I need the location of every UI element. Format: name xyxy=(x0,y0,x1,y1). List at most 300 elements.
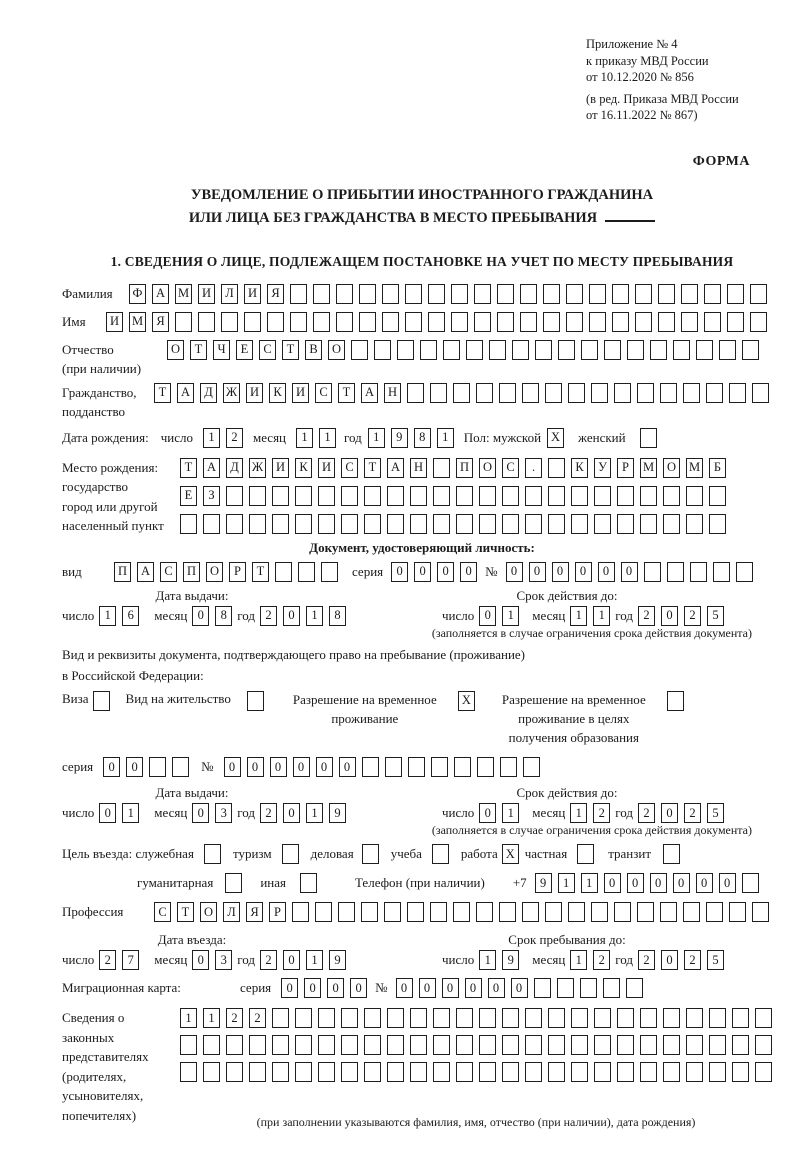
char-box[interactable] xyxy=(474,312,491,332)
char-box[interactable]: М xyxy=(129,312,146,332)
char-box[interactable] xyxy=(545,383,562,403)
char-box[interactable] xyxy=(387,514,404,534)
char-box[interactable] xyxy=(742,873,759,893)
char-box[interactable]: 1 xyxy=(558,873,575,893)
char-box[interactable]: И xyxy=(246,383,263,403)
char-box[interactable]: 2 xyxy=(684,803,701,823)
char-box[interactable]: Я xyxy=(152,312,169,332)
char-box[interactable] xyxy=(382,284,399,304)
char-box[interactable]: З xyxy=(203,486,220,506)
checkbox-work[interactable]: X xyxy=(502,844,519,864)
char-box[interactable] xyxy=(525,1062,542,1082)
char-box[interactable] xyxy=(558,340,575,360)
char-box[interactable] xyxy=(364,1035,381,1055)
char-box[interactable]: 6 xyxy=(122,606,139,626)
char-box[interactable]: 0 xyxy=(604,873,621,893)
char-box[interactable]: 0 xyxy=(283,803,300,823)
entry-year-boxes[interactable] xyxy=(260,950,346,970)
char-box[interactable]: Е xyxy=(180,486,197,506)
char-box[interactable] xyxy=(397,340,414,360)
char-box[interactable]: 0 xyxy=(529,562,546,582)
char-box[interactable] xyxy=(704,284,721,304)
char-box[interactable] xyxy=(387,1062,404,1082)
char-box[interactable] xyxy=(617,514,634,534)
char-box[interactable] xyxy=(407,902,424,922)
char-box[interactable]: 0 xyxy=(283,606,300,626)
char-box[interactable]: К xyxy=(269,383,286,403)
char-box[interactable] xyxy=(548,514,565,534)
char-box[interactable] xyxy=(686,514,703,534)
char-box[interactable] xyxy=(736,562,753,582)
char-box[interactable] xyxy=(497,284,514,304)
char-box[interactable] xyxy=(755,1035,772,1055)
char-box[interactable] xyxy=(704,312,721,332)
permit-number-boxes[interactable] xyxy=(224,757,540,777)
char-box[interactable] xyxy=(690,562,707,582)
checkbox-other[interactable] xyxy=(300,873,317,893)
phone-boxes[interactable] xyxy=(535,873,759,893)
char-box[interactable]: 0 xyxy=(661,606,678,626)
char-box[interactable]: 0 xyxy=(339,757,356,777)
char-box[interactable] xyxy=(660,383,677,403)
char-box[interactable]: Б xyxy=(709,458,726,478)
representatives-boxes-1[interactable] xyxy=(180,1008,772,1028)
char-box[interactable] xyxy=(433,486,450,506)
char-box[interactable] xyxy=(364,486,381,506)
char-box[interactable]: 0 xyxy=(414,562,431,582)
char-box[interactable]: Р xyxy=(269,902,286,922)
stay-month-boxes[interactable] xyxy=(570,950,610,970)
char-box[interactable] xyxy=(244,312,261,332)
char-box[interactable]: Д xyxy=(200,383,217,403)
char-box[interactable]: 0 xyxy=(479,803,496,823)
char-box[interactable] xyxy=(696,340,713,360)
char-box[interactable] xyxy=(732,1008,749,1028)
char-box[interactable] xyxy=(604,340,621,360)
char-box[interactable] xyxy=(589,312,606,332)
char-box[interactable] xyxy=(180,1062,197,1082)
char-box[interactable] xyxy=(433,514,450,534)
char-box[interactable] xyxy=(502,1035,519,1055)
surname-boxes[interactable] xyxy=(129,284,767,304)
char-box[interactable] xyxy=(318,514,335,534)
char-box[interactable] xyxy=(433,1035,450,1055)
char-box[interactable] xyxy=(454,757,471,777)
char-box[interactable] xyxy=(548,1008,565,1028)
char-box[interactable]: 0 xyxy=(442,978,459,998)
char-box[interactable] xyxy=(175,312,192,332)
char-box[interactable] xyxy=(571,1008,588,1028)
char-box[interactable] xyxy=(545,902,562,922)
char-box[interactable] xyxy=(571,1062,588,1082)
char-box[interactable]: 0 xyxy=(99,803,116,823)
char-box[interactable] xyxy=(706,902,723,922)
char-box[interactable]: М xyxy=(640,458,657,478)
char-box[interactable] xyxy=(272,514,289,534)
char-box[interactable] xyxy=(198,312,215,332)
char-box[interactable] xyxy=(295,1062,312,1082)
char-box[interactable] xyxy=(410,1008,427,1028)
char-box[interactable] xyxy=(594,1035,611,1055)
char-box[interactable] xyxy=(364,514,381,534)
char-box[interactable] xyxy=(686,1062,703,1082)
doc-kind-boxes[interactable] xyxy=(114,562,338,582)
char-box[interactable]: 0 xyxy=(270,757,287,777)
char-box[interactable] xyxy=(591,383,608,403)
doc-valid-month-boxes[interactable] xyxy=(570,606,610,626)
char-box[interactable] xyxy=(385,757,402,777)
char-box[interactable]: 0 xyxy=(460,562,477,582)
char-box[interactable] xyxy=(298,562,315,582)
char-box[interactable]: 2 xyxy=(684,950,701,970)
char-box[interactable]: 1 xyxy=(180,1008,197,1028)
checkbox-business[interactable] xyxy=(362,844,379,864)
checkbox-private[interactable] xyxy=(577,844,594,864)
char-box[interactable] xyxy=(341,486,358,506)
char-box[interactable] xyxy=(428,284,445,304)
char-box[interactable] xyxy=(627,340,644,360)
char-box[interactable] xyxy=(571,1035,588,1055)
char-box[interactable] xyxy=(410,486,427,506)
char-box[interactable]: А xyxy=(152,284,169,304)
char-box[interactable] xyxy=(663,486,680,506)
char-box[interactable] xyxy=(614,902,631,922)
char-box[interactable]: П xyxy=(183,562,200,582)
char-box[interactable] xyxy=(203,1062,220,1082)
char-box[interactable]: С xyxy=(502,458,519,478)
char-box[interactable] xyxy=(336,284,353,304)
char-box[interactable]: . xyxy=(525,458,542,478)
doc-issue-day-boxes[interactable] xyxy=(99,606,139,626)
char-box[interactable]: 5 xyxy=(707,606,724,626)
char-box[interactable]: 1 xyxy=(319,428,336,448)
char-box[interactable] xyxy=(755,1008,772,1028)
char-box[interactable]: 0 xyxy=(719,873,736,893)
char-box[interactable]: 9 xyxy=(329,803,346,823)
char-box[interactable] xyxy=(499,902,516,922)
char-box[interactable] xyxy=(267,312,284,332)
char-box[interactable]: 0 xyxy=(103,757,120,777)
char-box[interactable]: И xyxy=(292,383,309,403)
char-box[interactable]: 1 xyxy=(581,873,598,893)
char-box[interactable] xyxy=(543,312,560,332)
char-box[interactable] xyxy=(272,1008,289,1028)
char-box[interactable] xyxy=(321,562,338,582)
char-box[interactable] xyxy=(295,1008,312,1028)
char-box[interactable] xyxy=(557,978,574,998)
char-box[interactable]: 0 xyxy=(126,757,143,777)
char-box[interactable] xyxy=(640,486,657,506)
char-box[interactable] xyxy=(709,514,726,534)
doc-valid-year-boxes[interactable] xyxy=(638,606,724,626)
char-box[interactable] xyxy=(364,1008,381,1028)
char-box[interactable]: Т xyxy=(177,902,194,922)
char-box[interactable]: 0 xyxy=(511,978,528,998)
checkbox-temp-permit[interactable]: X xyxy=(458,691,475,711)
char-box[interactable] xyxy=(663,1062,680,1082)
char-box[interactable] xyxy=(502,1008,519,1028)
char-box[interactable] xyxy=(568,902,585,922)
char-box[interactable] xyxy=(658,312,675,332)
char-box[interactable] xyxy=(591,902,608,922)
char-box[interactable] xyxy=(612,312,629,332)
char-box[interactable]: 1 xyxy=(502,606,519,626)
char-box[interactable]: Т xyxy=(282,340,299,360)
char-box[interactable]: Е xyxy=(236,340,253,360)
char-box[interactable]: А xyxy=(177,383,194,403)
char-box[interactable]: Н xyxy=(384,383,401,403)
char-box[interactable] xyxy=(663,1035,680,1055)
char-box[interactable] xyxy=(453,902,470,922)
char-box[interactable]: 0 xyxy=(650,873,667,893)
char-box[interactable] xyxy=(523,757,540,777)
char-box[interactable] xyxy=(249,486,266,506)
char-box[interactable] xyxy=(635,284,652,304)
char-box[interactable] xyxy=(361,902,378,922)
char-box[interactable] xyxy=(476,902,493,922)
char-box[interactable] xyxy=(543,284,560,304)
char-box[interactable]: О xyxy=(167,340,184,360)
char-box[interactable]: 0 xyxy=(479,606,496,626)
profession-boxes[interactable] xyxy=(154,902,769,922)
char-box[interactable]: Т xyxy=(364,458,381,478)
char-box[interactable] xyxy=(663,514,680,534)
char-box[interactable]: 1 xyxy=(570,606,587,626)
char-box[interactable]: 0 xyxy=(673,873,690,893)
char-box[interactable] xyxy=(617,1008,634,1028)
char-box[interactable]: 0 xyxy=(621,562,638,582)
char-box[interactable]: 0 xyxy=(661,950,678,970)
char-box[interactable] xyxy=(520,312,537,332)
char-box[interactable]: 2 xyxy=(99,950,116,970)
char-box[interactable]: 2 xyxy=(260,606,277,626)
char-box[interactable]: 1 xyxy=(306,950,323,970)
char-box[interactable] xyxy=(589,284,606,304)
char-box[interactable] xyxy=(732,1035,749,1055)
char-box[interactable] xyxy=(489,340,506,360)
char-box[interactable]: Д xyxy=(226,458,243,478)
char-box[interactable] xyxy=(667,562,684,582)
char-box[interactable] xyxy=(315,902,332,922)
char-box[interactable]: Ф xyxy=(129,284,146,304)
checkbox-tourism[interactable] xyxy=(282,844,299,864)
char-box[interactable]: 0 xyxy=(224,757,241,777)
char-box[interactable] xyxy=(719,340,736,360)
permit-valid-year-boxes[interactable] xyxy=(638,803,724,823)
char-box[interactable] xyxy=(581,340,598,360)
char-box[interactable]: Ж xyxy=(223,383,240,403)
checkbox-humanitarian[interactable] xyxy=(225,873,242,893)
char-box[interactable] xyxy=(456,1008,473,1028)
char-box[interactable] xyxy=(384,902,401,922)
char-box[interactable]: О xyxy=(328,340,345,360)
char-box[interactable]: 0 xyxy=(316,757,333,777)
char-box[interactable]: 0 xyxy=(661,803,678,823)
char-box[interactable]: 1 xyxy=(99,606,116,626)
char-box[interactable]: 1 xyxy=(570,950,587,970)
checkbox-sex-female[interactable] xyxy=(640,428,657,448)
char-box[interactable] xyxy=(456,514,473,534)
char-box[interactable]: 2 xyxy=(638,950,655,970)
char-box[interactable] xyxy=(338,902,355,922)
char-box[interactable] xyxy=(612,284,629,304)
birth-place-boxes-2[interactable] xyxy=(180,486,726,506)
doc-valid-day-boxes[interactable] xyxy=(479,606,519,626)
char-box[interactable]: С xyxy=(341,458,358,478)
char-box[interactable] xyxy=(313,284,330,304)
doc-series-boxes[interactable] xyxy=(391,562,477,582)
patronymic-boxes[interactable] xyxy=(167,340,759,360)
char-box[interactable]: О xyxy=(479,458,496,478)
char-box[interactable] xyxy=(382,312,399,332)
char-box[interactable] xyxy=(548,486,565,506)
char-box[interactable] xyxy=(594,1008,611,1028)
char-box[interactable] xyxy=(713,562,730,582)
char-box[interactable] xyxy=(706,383,723,403)
char-box[interactable] xyxy=(477,757,494,777)
char-box[interactable]: 1 xyxy=(502,803,519,823)
char-box[interactable] xyxy=(203,1035,220,1055)
char-box[interactable]: Р xyxy=(617,458,634,478)
char-box[interactable]: Р xyxy=(229,562,246,582)
char-box[interactable] xyxy=(640,1008,657,1028)
char-box[interactable] xyxy=(272,486,289,506)
char-box[interactable] xyxy=(318,1035,335,1055)
char-box[interactable] xyxy=(336,312,353,332)
char-box[interactable] xyxy=(571,514,588,534)
char-box[interactable] xyxy=(341,1008,358,1028)
char-box[interactable] xyxy=(750,312,767,332)
char-box[interactable]: С xyxy=(160,562,177,582)
char-box[interactable]: 0 xyxy=(281,978,298,998)
char-box[interactable] xyxy=(341,1062,358,1082)
char-box[interactable] xyxy=(502,1062,519,1082)
birth-place-boxes-1[interactable] xyxy=(180,458,726,478)
citizenship-boxes[interactable] xyxy=(154,383,769,403)
char-box[interactable]: 2 xyxy=(638,803,655,823)
char-box[interactable] xyxy=(295,1035,312,1055)
char-box[interactable] xyxy=(709,1008,726,1028)
char-box[interactable] xyxy=(410,514,427,534)
char-box[interactable] xyxy=(203,514,220,534)
char-box[interactable] xyxy=(226,1035,243,1055)
char-box[interactable] xyxy=(566,312,583,332)
char-box[interactable] xyxy=(635,312,652,332)
char-box[interactable] xyxy=(226,514,243,534)
char-box[interactable]: М xyxy=(686,458,703,478)
char-box[interactable] xyxy=(149,757,166,777)
char-box[interactable]: А xyxy=(137,562,154,582)
char-box[interactable]: Н xyxy=(410,458,427,478)
char-box[interactable]: 0 xyxy=(192,803,209,823)
birth-month-boxes[interactable] xyxy=(296,428,336,448)
char-box[interactable]: 8 xyxy=(215,606,232,626)
char-box[interactable]: П xyxy=(456,458,473,478)
char-box[interactable]: 0 xyxy=(350,978,367,998)
char-box[interactable] xyxy=(568,383,585,403)
char-box[interactable] xyxy=(614,383,631,403)
char-box[interactable]: 2 xyxy=(593,950,610,970)
birth-day-boxes[interactable] xyxy=(203,428,243,448)
permit-series-boxes[interactable] xyxy=(103,757,189,777)
char-box[interactable] xyxy=(428,312,445,332)
char-box[interactable]: 0 xyxy=(192,950,209,970)
char-box[interactable] xyxy=(431,757,448,777)
char-box[interactable]: 0 xyxy=(465,978,482,998)
char-box[interactable] xyxy=(650,340,667,360)
char-box[interactable] xyxy=(497,312,514,332)
char-box[interactable] xyxy=(479,1008,496,1028)
permit-issue-year-boxes[interactable] xyxy=(260,803,346,823)
char-box[interactable] xyxy=(548,458,565,478)
char-box[interactable] xyxy=(637,902,654,922)
char-box[interactable] xyxy=(640,1062,657,1082)
char-box[interactable]: 7 xyxy=(122,950,139,970)
char-box[interactable]: 9 xyxy=(329,950,346,970)
char-box[interactable] xyxy=(405,312,422,332)
char-box[interactable]: Т xyxy=(190,340,207,360)
char-box[interactable] xyxy=(732,1062,749,1082)
char-box[interactable] xyxy=(686,1035,703,1055)
char-box[interactable] xyxy=(359,312,376,332)
stay-day-boxes[interactable] xyxy=(479,950,519,970)
char-box[interactable] xyxy=(755,1062,772,1082)
char-box[interactable] xyxy=(292,902,309,922)
char-box[interactable]: С xyxy=(315,383,332,403)
char-box[interactable] xyxy=(548,1062,565,1082)
char-box[interactable]: О xyxy=(206,562,223,582)
checkbox-visa[interactable] xyxy=(93,691,110,711)
char-box[interactable] xyxy=(341,1035,358,1055)
char-box[interactable] xyxy=(535,340,552,360)
char-box[interactable]: 1 xyxy=(122,803,139,823)
char-box[interactable]: 1 xyxy=(306,606,323,626)
permit-valid-day-boxes[interactable] xyxy=(479,803,519,823)
char-box[interactable] xyxy=(408,757,425,777)
char-box[interactable] xyxy=(466,340,483,360)
char-box[interactable]: 0 xyxy=(391,562,408,582)
checkbox-official[interactable] xyxy=(204,844,221,864)
char-box[interactable] xyxy=(451,312,468,332)
char-box[interactable]: 0 xyxy=(627,873,644,893)
char-box[interactable] xyxy=(295,514,312,534)
char-box[interactable] xyxy=(374,340,391,360)
char-box[interactable]: 3 xyxy=(215,950,232,970)
char-box[interactable]: 2 xyxy=(226,1008,243,1028)
char-box[interactable] xyxy=(433,458,450,478)
char-box[interactable] xyxy=(275,562,292,582)
char-box[interactable] xyxy=(752,902,769,922)
char-box[interactable] xyxy=(407,383,424,403)
char-box[interactable] xyxy=(249,1062,266,1082)
birth-place-boxes-3[interactable] xyxy=(180,514,726,534)
char-box[interactable] xyxy=(658,284,675,304)
char-box[interactable] xyxy=(752,383,769,403)
char-box[interactable] xyxy=(709,486,726,506)
char-box[interactable]: Я xyxy=(246,902,263,922)
char-box[interactable] xyxy=(453,383,470,403)
char-box[interactable] xyxy=(249,1035,266,1055)
char-box[interactable]: 0 xyxy=(283,950,300,970)
char-box[interactable]: 9 xyxy=(391,428,408,448)
char-box[interactable] xyxy=(617,486,634,506)
char-box[interactable]: 2 xyxy=(638,606,655,626)
char-box[interactable]: 0 xyxy=(696,873,713,893)
char-box[interactable] xyxy=(681,312,698,332)
mig-series-boxes[interactable] xyxy=(281,978,367,998)
char-box[interactable] xyxy=(525,514,542,534)
char-box[interactable]: 2 xyxy=(684,606,701,626)
